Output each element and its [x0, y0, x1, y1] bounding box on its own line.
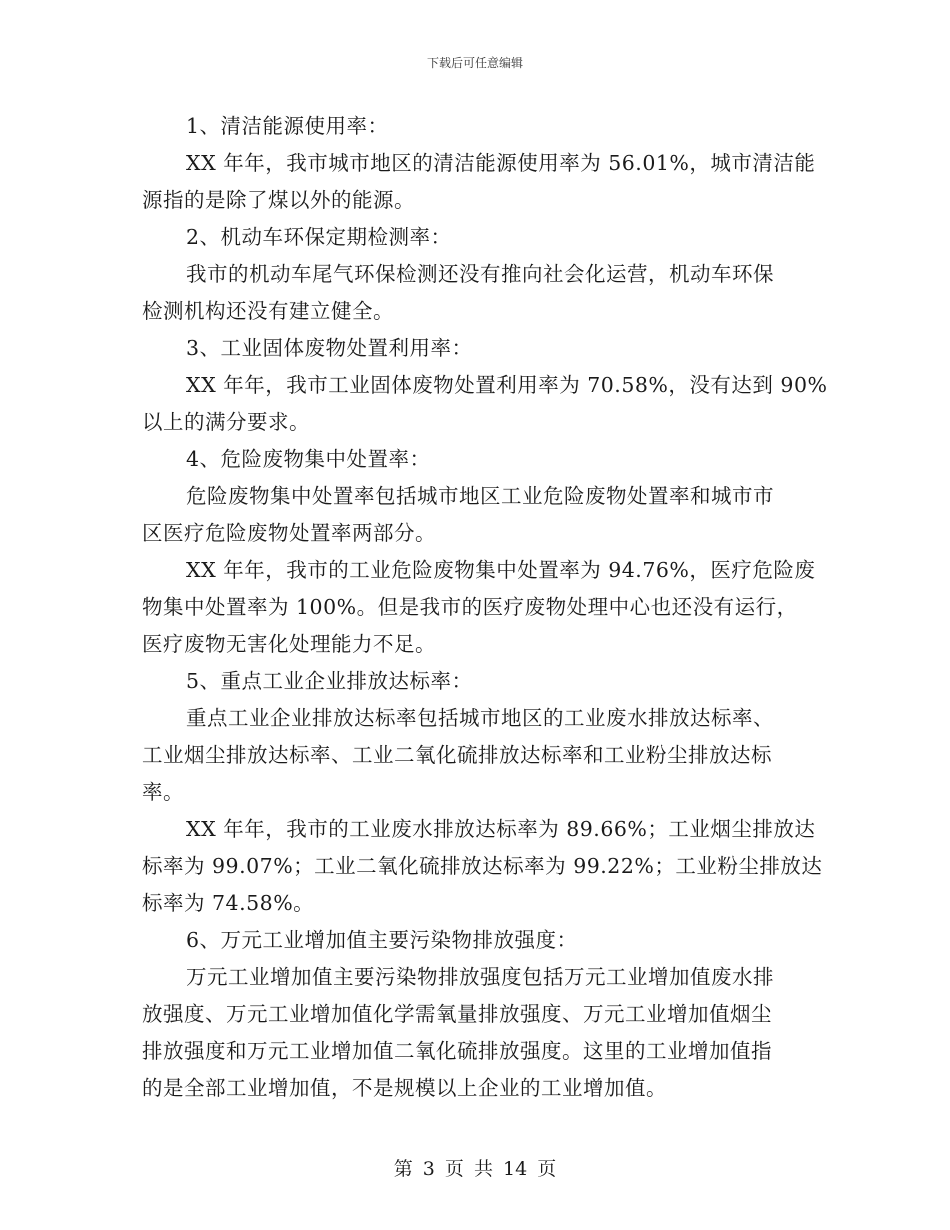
- text-line: 我市的机动车尾气环保检测还没有推向社会化运营，机动车环保: [186, 262, 774, 286]
- text-line: XX 年年，我市的工业危险废物集中处置率为 94.76%，医疗危险废: [186, 558, 816, 582]
- text-line: 标率为 99.07%；工业二氧化硫排放达标率为 99.22%；工业粉尘排放达: [142, 854, 823, 878]
- text-line: 5、重点工业企业排放达标率：: [186, 669, 473, 693]
- text-line: 工业烟尘排放达标率、工业二氧化硫排放达标率和工业粉尘排放达标: [142, 743, 772, 767]
- text-line: XX 年年，我市的工业废水排放达标率为 89.66%；工业烟尘排放达: [186, 817, 816, 841]
- text-line: 区医疗危险废物处置率两部分。: [142, 521, 436, 545]
- text-line: 以上的满分要求。: [142, 410, 310, 434]
- page-header: 下载后可任意编辑: [426, 56, 523, 70]
- text-line: 标率为 74.58%。: [142, 891, 315, 915]
- text-line: 重点工业企业排放达标率包括城市地区的工业废水排放达标率、: [186, 706, 774, 730]
- text-line: 危险废物集中处置率包括城市地区工业危险废物处置率和城市市: [186, 484, 774, 508]
- text-line: 2、机动车环保定期检测率：: [186, 225, 452, 249]
- text-line: 率。: [142, 780, 184, 804]
- text-line: 物集中处置率为 100%。但是我市的医疗废物处理中心也还没有运行，: [142, 595, 798, 619]
- text-line: 医疗废物无害化处理能力不足。: [142, 632, 436, 656]
- text-line: 6、万元工业增加值主要污染物排放强度：: [186, 928, 578, 952]
- text-line: 检测机构还没有建立健全。: [142, 299, 394, 323]
- text-line: 排放强度和万元工业增加值二氧化硫排放强度。这里的工业增加值指: [142, 1039, 772, 1063]
- text-line: XX 年年，我市城市地区的清洁能源使用率为 56.01%，城市清洁能: [186, 151, 816, 175]
- text-line: 放强度、万元工业增加值化学需氧量排放强度、万元工业增加值烟尘: [142, 1002, 772, 1026]
- page-footer: 第 3 页 共 14 页: [393, 1158, 557, 1180]
- text-line: 的是全部工业增加值，不是规模以上企业的工业增加值。: [142, 1076, 667, 1100]
- text-line: 3、工业固体废物处置利用率：: [186, 336, 473, 360]
- document-body: [142, 108, 828, 1107]
- text-line: 源指的是除了煤以外的能源。: [142, 188, 415, 212]
- text-line: XX 年年，我市工业固体废物处置利用率为 70.58%，没有达到 90%: [186, 373, 828, 397]
- text-line: 万元工业增加值主要污染物排放强度包括万元工业增加值废水排: [186, 965, 774, 989]
- text-line: 4、危险废物集中处置率：: [186, 447, 431, 471]
- text-line: 1、清洁能源使用率：: [186, 114, 389, 138]
